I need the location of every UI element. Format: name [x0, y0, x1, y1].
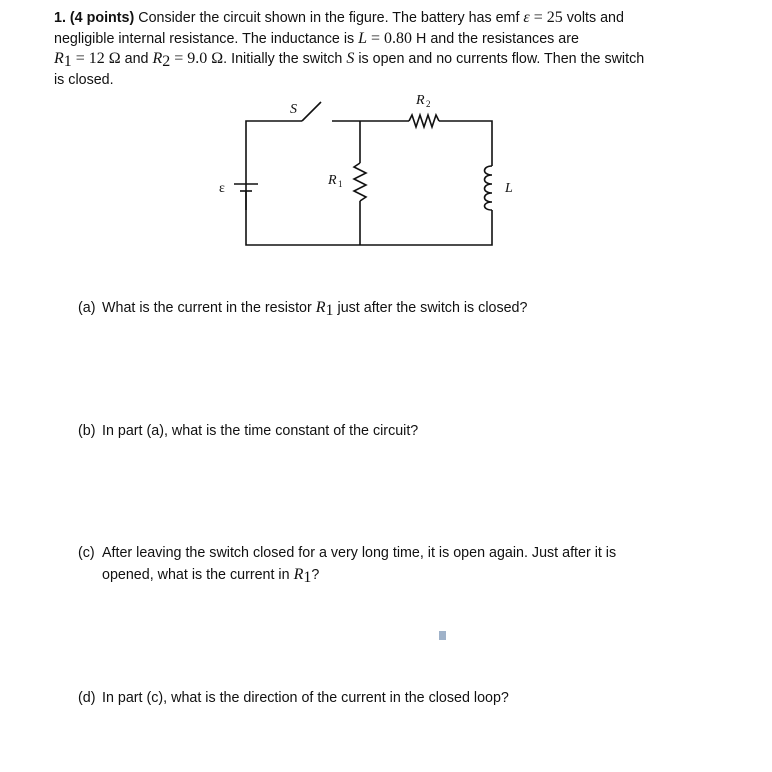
problem-text-3: negligible internal resistance. The inductance is: [54, 30, 355, 47]
r2-subscript: 2: [162, 53, 171, 70]
and-text: and: [124, 51, 149, 67]
question-c-end: ?: [311, 567, 320, 583]
switch-symbol: S: [346, 50, 355, 67]
question-a-label: (a): [78, 300, 96, 316]
switch-label: S: [290, 102, 297, 117]
problem-text-5: . Initially the switch: [223, 51, 343, 67]
inductor-coil: [485, 166, 493, 210]
r2-label: R: [416, 93, 425, 108]
problem-number: 1.: [54, 10, 66, 26]
problem-statement: [54, 8, 694, 90]
question-c-symbol: R: [293, 566, 304, 583]
r2-symbol: R: [152, 50, 163, 67]
question-c-label: (c): [78, 545, 95, 561]
problem-text-7: is closed.: [54, 71, 114, 88]
resistor-r1: [354, 163, 366, 201]
question-d-label: (d): [78, 690, 96, 706]
r1-subscript: 1: [63, 53, 72, 70]
question-b-text: In part (a), what is the time constant of the circuit?: [102, 423, 419, 439]
question-c-subscript: 1: [303, 569, 312, 586]
wire-top-right: [439, 121, 492, 166]
r1-label-sub: 1: [338, 179, 343, 189]
question-a-subscript: 1: [325, 302, 334, 319]
small-marker: [439, 631, 446, 640]
question-d-text: In part (c), what is the direction of the current in the closed loop?: [102, 690, 509, 706]
circuit-diagram: [200, 88, 513, 258]
question-b: [78, 421, 678, 442]
r2-label-sub: 2: [426, 99, 431, 109]
wire-right: [246, 195, 492, 245]
problem-text-2: volts and: [566, 10, 624, 26]
wire-top-left: [246, 121, 302, 210]
question-a: [78, 297, 678, 319]
question-c: [78, 543, 698, 586]
resistor-r2: [409, 115, 439, 127]
question-d: [78, 688, 678, 709]
problem-text-4: H and the resistances are: [416, 30, 579, 47]
inductance-symbol: L: [358, 29, 368, 47]
question-a-text: What is the current in the resistor: [102, 300, 312, 316]
problem-points: (4 points): [69, 10, 135, 26]
question-a-symbol: R: [315, 299, 326, 316]
emf-symbol: ε: [523, 9, 530, 26]
r1-value: 12 Ω: [88, 50, 121, 67]
equals-sign: =: [174, 50, 184, 67]
question-c-text-1: After leaving the switch closed for a very long time, it is open again. Just after it is: [102, 545, 617, 561]
equals-sign: =: [533, 9, 543, 26]
r2-value: 9.0 Ω: [187, 50, 224, 67]
r1-label: R: [328, 173, 337, 188]
problem-text-6: is open and no currents flow. Then the switch: [358, 51, 645, 67]
problem-text-1: Consider the circuit shown in the figure. The battery has emf: [138, 10, 520, 26]
question-a-end: just after the switch is closed?: [337, 300, 528, 316]
equals-sign: =: [75, 50, 85, 67]
inductance-value: 0.80: [384, 29, 413, 47]
emf-value: 25: [546, 9, 563, 26]
inductor-label: L: [505, 181, 513, 196]
emf-label: ε: [219, 181, 225, 196]
switch-blade: [302, 102, 321, 121]
question-c-text-2: opened, what is the current in: [102, 567, 290, 583]
equals-sign: =: [371, 29, 381, 47]
r1-symbol: R: [54, 50, 64, 67]
question-b-label: (b): [78, 423, 96, 439]
